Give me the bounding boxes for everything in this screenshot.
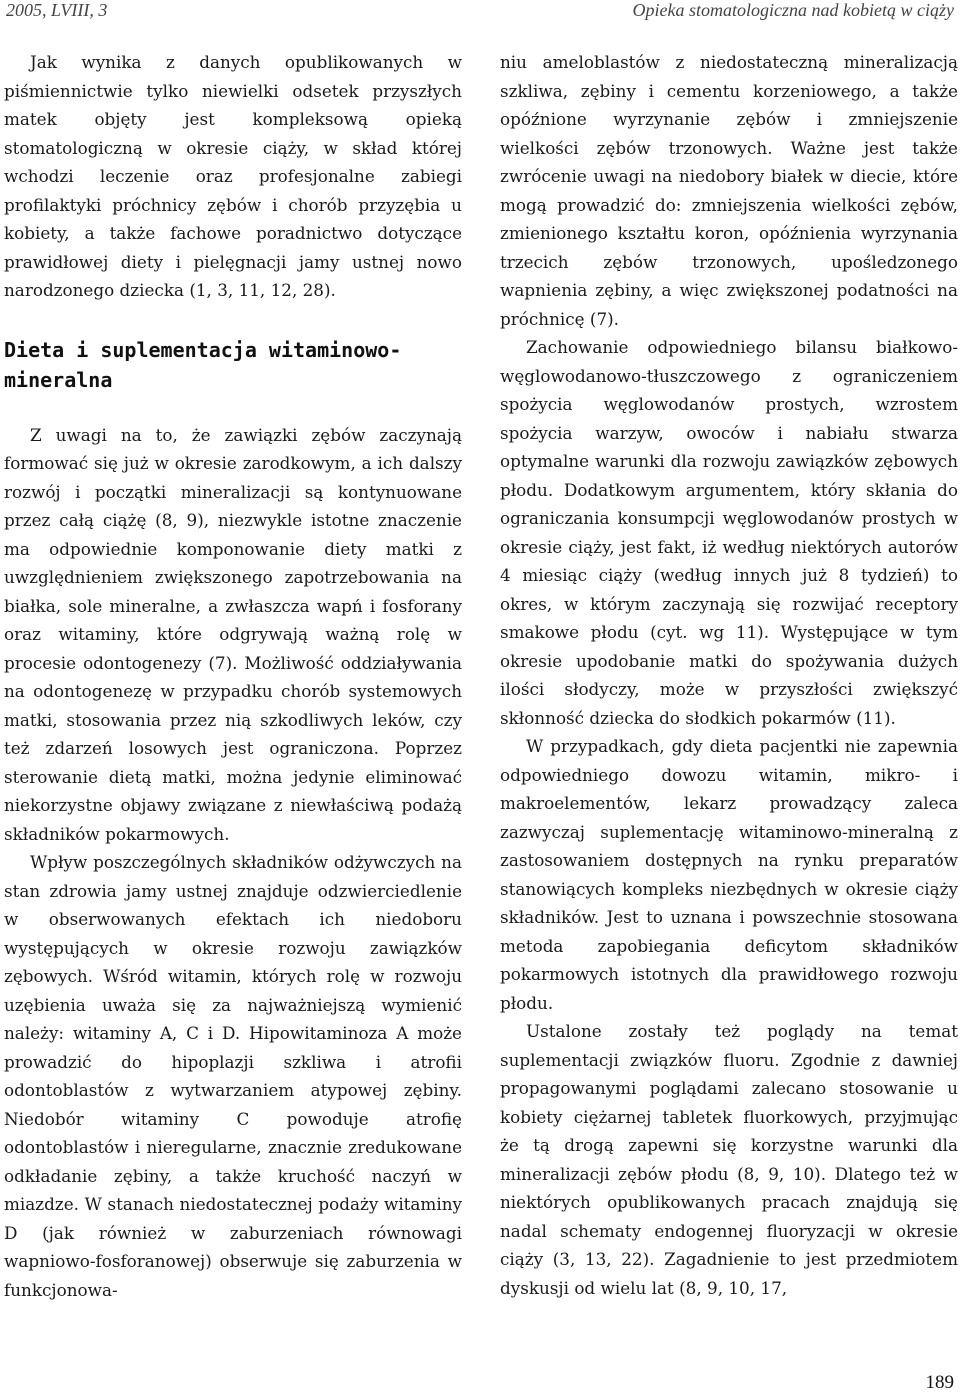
left-column [4,48,462,1304]
journal-title: Opieka stomatologiczna nad kobietą w ciąży [632,0,954,20]
page-number: 189 [925,1372,954,1393]
body-paragraph: Ustalone zostały też poglądy na temat suplementacji związków fluoru. Zgodnie z dawniej propagowanymi poglądami zalecano stosowanie u kobiety ciężarnej tabletek fluorkowych, przyjmując że tą drogą zapewni się korzystne warunki dla mineralizacji zębów płodu (8, 9, 10). Dlatego też w niektórych opublikowanych pracach znajdują się nadal schematy endogennej fluoryzacji w okresie ciąży (3, 13, 22). Zagadnienie to jest przedmiotem dyskusji od wielu lat (8, 9, 10, 17, [500,1021,958,1298]
right-column [500,48,958,1302]
body-paragraph: Zachowanie odpowiedniego bilansu białkowo-węglowodanowo-tłuszczowego z ograniczeniem spożycia węglowodanów prostych, wzrostem spożycia warzyw, owoców i nabiału stwarza optymalne warunki dla rozwoju zawiązków zębowych płodu. Dodatkowym argumentem, który skłania do ograniczania konsumpcji węglowodanów prostych w okresie ciąży, jest fakt, iż według niektórych autorów 4 miesiąc ciąży (według innych już 8 tydzień) to okres, w którym zaczynają się rozwijać receptory smakowe płodu (cyt. wg 11). Występujące w tym okresie upodobanie matki do spożywania dużych ilości słodyczy, może w przyszłości zwiększyć skłonność dziecka do słodkich pokarmów (11). [500,337,958,728]
section-heading: Dieta i suplementacja witaminowo-mineralna [4,337,402,392]
body-paragraph: W przypadkach, gdy dieta pacjentki nie zapewnia odpowiedniego dowozu witamin, mikro- i makroelementów, lekarz prowadzący zaleca zazwyczaj suplementację witaminowo-mineralną z zastosowaniem dostępnych na rynku preparatów stanowiących kompleks niezbędnych w okresie ciąży składników. Jest to uznana i powszechnie stosowana metoda zapobiegania deficytom składników pokarmowych istotnych dla prawidłowego rozwoju płodu. [500,736,958,1013]
continued-paragraph: niu ameloblastów z niedostateczną mineralizacją szkliwa, zębiny i cementu korzeniowego, a także opóźnione wyrzynanie zębów i zmniejszenie wielkości zębów trzonowych. Ważne jest także zwrócenie uwagi na niedobory białek w diecie, które mogą prowadzić do: zmniejszenia wielkości zębów, zmienionego kształtu koron, opóźnienia wyrzynania trzecich zębów trzonowych, upośledzonego wapnienia zębiny, a więc zwiększonej podatności na próchnicę (7). [500,52,958,329]
issue-label: 2005, LVIII, 3 [6,0,108,20]
running-head [6,0,954,24]
body-paragraph: Wpływ poszczególnych składników odżywczych na stan zdrowia jamy ustnej znajduje odzwierciedlenie w obserwowanych efektach ich niedoboru występujących w okresie rozwoju zawiązków zębowych. Wśród witamin, których rolę w rozwoju uzębienia uważa się za najważniejszą wymienić należy: witaminy A, C i D. Hipowitaminoza A może prowadzić do hipoplazji szkliwa i atrofii odontoblastów z wytwarzaniem atypowej zębiny. Niedobór witaminy C powoduje atrofię odontoblastów i nieregularne, znacznie zredukowane odkładanie zębiny, a także kruchość naczyń w miazdze. W stanach niedostatecznej podaży witaminy D (jak również w zaburzeniach równowagi wapniowo-fosforanowej) obserwuje się zaburzenia w funkcjonowa- [4,852,462,1300]
intro-paragraph: Jak wynika z danych opublikowanych w piśmiennictwie tylko niewielki odsetek przyszłych matek objęty jest kompleksową opieką stomatologiczną w okresie ciąży, w skład której wchodzi leczenie oraz profesjonalne zabiegi profilaktyki próchnicy zębów i chorób przyzębia u kobiety, a także fachowe poradnictwo dotyczące prawidłowej diety i pielęgnacji jamy ustnej nowo narodzonego dziecka (1, 3, 11, 12, 28). [4,52,462,300]
body-paragraph: Z uwagi na to, że zawiązki zębów zaczynają formować się już w okresie zarodkowym, a ich dalszy rozwój i początki mineralizacji są kontynuowane przez całą ciążę (8, 9), niezwykle istotne znaczenie ma odpowiednie komponowanie diety matki z uwzględnieniem zwiększonego zapotrzebowania na białka, sole mineralne, a zwłaszcza wapń i fosforany oraz witaminy, które odgrywają ważną rolę w procesie odontogenezy (7). Możliwość oddziaływania na odontogenezę w przypadku chorób systemowych matki, stosowania przez nią szkodliwych leków, czy też zdarzeń losowych jest ograniczona. Poprzez sterowanie dietą matki, można jedynie eliminować niekorzystne objawy związane z niewłaściwą podażą składników pokarmowych. [4,424,462,844]
